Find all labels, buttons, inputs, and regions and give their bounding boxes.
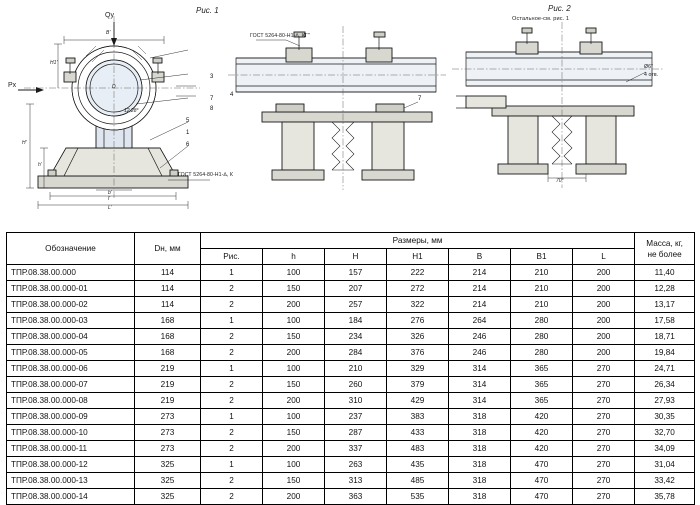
cell-L: 270 xyxy=(573,441,635,457)
table-header-row-1 xyxy=(7,233,695,249)
cell-B: 318 xyxy=(449,425,511,441)
dim-H: H' xyxy=(22,140,27,146)
dim-H1: H1' xyxy=(50,60,58,66)
cell-mass: 35,78 xyxy=(635,489,695,505)
figure-1-label: Рис. 1 xyxy=(196,6,219,15)
cell-h: 200 xyxy=(263,441,325,457)
cell-h: 150 xyxy=(263,377,325,393)
cell-L: 270 xyxy=(573,377,635,393)
cell-H1: 326 xyxy=(387,329,449,345)
cell-H: 210 xyxy=(325,361,387,377)
cell-h: 100 xyxy=(263,313,325,329)
dim-h: h' xyxy=(38,162,42,168)
cell-H: 234 xyxy=(325,329,387,345)
cell-h: 150 xyxy=(263,473,325,489)
cell-H: 363 xyxy=(325,489,387,505)
cell-B: 314 xyxy=(449,361,511,377)
table-row xyxy=(7,441,695,457)
balloon-5: 5 xyxy=(186,118,190,124)
cell-designation: ТПР.08.38.00.000-07 xyxy=(7,377,135,393)
cell-H1: 329 xyxy=(387,361,449,377)
header-h: h xyxy=(263,249,325,265)
cell-B: 318 xyxy=(449,473,511,489)
table-row xyxy=(7,297,695,313)
header-H1: H1 xyxy=(387,249,449,265)
cell-B1: 210 xyxy=(511,265,573,281)
table-row xyxy=(7,281,695,297)
cell-mass: 31,04 xyxy=(635,457,695,473)
table-row xyxy=(7,393,695,409)
dim-D: D xyxy=(112,84,116,90)
cell-H: 257 xyxy=(325,297,387,313)
cell-H1: 485 xyxy=(387,473,449,489)
cell-h: 100 xyxy=(263,265,325,281)
cell-B1: 280 xyxy=(511,345,573,361)
header-B1: B1 xyxy=(511,249,573,265)
cell-h: 200 xyxy=(263,297,325,313)
table-row xyxy=(7,329,695,345)
cell-h: 150 xyxy=(263,425,325,441)
table-row xyxy=(7,265,695,281)
cell-ris: 2 xyxy=(201,297,263,313)
cell-L: 200 xyxy=(573,265,635,281)
load-qy-label: Qy xyxy=(105,12,114,19)
cell-L: 200 xyxy=(573,297,635,313)
cell-H1: 379 xyxy=(387,377,449,393)
cell-L: 270 xyxy=(573,425,635,441)
dimensions-table-wrapper xyxy=(6,232,694,505)
table-row xyxy=(7,313,695,329)
cell-H: 310 xyxy=(325,393,387,409)
header-L: L xyxy=(573,249,635,265)
cell-h: 150 xyxy=(263,329,325,345)
table-row xyxy=(7,425,695,441)
cell-mass: 13,17 xyxy=(635,297,695,313)
cell-H: 157 xyxy=(325,265,387,281)
cell-B: 318 xyxy=(449,409,511,425)
dim-b-mid: b' xyxy=(108,190,112,196)
cell-dn: 325 xyxy=(135,489,201,505)
cell-H1: 222 xyxy=(387,265,449,281)
header-sizes-group: Размеры, мм xyxy=(201,233,635,249)
cell-designation: ТПР.08.38.00.000-14 xyxy=(7,489,135,505)
cell-dn: 114 xyxy=(135,297,201,313)
cell-L: 200 xyxy=(573,345,635,361)
cell-B1: 420 xyxy=(511,409,573,425)
balloon-3: 3 xyxy=(210,74,214,80)
header-mass-line2: не более xyxy=(647,249,682,259)
cell-mass: 34,09 xyxy=(635,441,695,457)
cell-B1: 470 xyxy=(511,489,573,505)
table-row xyxy=(7,457,695,473)
cell-H1: 272 xyxy=(387,281,449,297)
cell-ris: 2 xyxy=(201,473,263,489)
cell-B: 214 xyxy=(449,281,511,297)
balloon-4: 4 xyxy=(230,92,234,98)
cell-H: 184 xyxy=(325,313,387,329)
cell-dn: 219 xyxy=(135,361,201,377)
drawing-vector xyxy=(0,0,700,228)
header-dn: Dн, мм xyxy=(135,233,201,265)
cell-H1: 376 xyxy=(387,345,449,361)
cell-mass: 19,84 xyxy=(635,345,695,361)
cell-designation: ТПР.08.38.00.000-05 xyxy=(7,345,135,361)
table-row xyxy=(7,409,695,425)
cell-B1: 365 xyxy=(511,393,573,409)
cell-L: 270 xyxy=(573,361,635,377)
cell-dn: 325 xyxy=(135,473,201,489)
cell-H1: 433 xyxy=(387,425,449,441)
table-body xyxy=(7,265,695,505)
cell-ris: 1 xyxy=(201,265,263,281)
cell-H1: 435 xyxy=(387,457,449,473)
cell-dn: 114 xyxy=(135,265,201,281)
cell-B: 246 xyxy=(449,345,511,361)
header-B: B xyxy=(449,249,511,265)
header-H: H xyxy=(325,249,387,265)
balloon-7-side: 7 xyxy=(418,96,422,102)
cell-dn: 273 xyxy=(135,425,201,441)
cell-designation: ТПР.08.38.00.000-06 xyxy=(7,361,135,377)
header-ris: Рис. xyxy=(201,249,263,265)
balloon-7: 7 xyxy=(210,96,214,102)
weld-note-bottom: ГОСТ 5264-80-Н1-∆, К xyxy=(178,172,233,178)
cell-ris: 1 xyxy=(201,409,263,425)
dim-l: l' xyxy=(108,196,111,202)
cell-B1: 365 xyxy=(511,361,573,377)
cell-L: 200 xyxy=(573,281,635,297)
cell-ris: 2 xyxy=(201,489,263,505)
table-row xyxy=(7,361,695,377)
cell-dn: 273 xyxy=(135,409,201,425)
cell-mass: 12,28 xyxy=(635,281,695,297)
cell-dn: 168 xyxy=(135,345,201,361)
cell-B1: 470 xyxy=(511,457,573,473)
cell-H: 260 xyxy=(325,377,387,393)
cell-designation: ТПР.08.38.00.000-02 xyxy=(7,297,135,313)
cell-ris: 1 xyxy=(201,313,263,329)
cell-B: 246 xyxy=(449,329,511,345)
cell-designation: ТПР.08.38.00.000-08 xyxy=(7,393,135,409)
dim-B-top: B' xyxy=(106,30,111,36)
cell-designation: ТПР.08.38.00.000-03 xyxy=(7,313,135,329)
cell-ris: 1 xyxy=(201,361,263,377)
cell-mass: 11,40 xyxy=(635,265,695,281)
cell-B1: 420 xyxy=(511,425,573,441)
cell-mass: 17,58 xyxy=(635,313,695,329)
cell-L: 270 xyxy=(573,473,635,489)
cell-B1: 210 xyxy=(511,281,573,297)
table-row xyxy=(7,473,695,489)
header-designation: Обозначение xyxy=(7,233,135,265)
cell-designation: ТПР.08.38.00.000-11 xyxy=(7,441,135,457)
cell-designation: ТПР.08.38.00.000-10 xyxy=(7,425,135,441)
table-row xyxy=(7,345,695,361)
header-mass xyxy=(635,233,695,265)
cell-H1: 383 xyxy=(387,409,449,425)
cell-dn: 168 xyxy=(135,313,201,329)
balloon-1: 1 xyxy=(186,130,190,136)
cell-B1: 470 xyxy=(511,473,573,489)
cell-h: 100 xyxy=(263,457,325,473)
dim-L: L' xyxy=(108,205,112,211)
cell-dn: 168 xyxy=(135,329,201,345)
cell-ris: 2 xyxy=(201,393,263,409)
cell-designation: ТПР.08.38.00.000-09 xyxy=(7,409,135,425)
cell-H: 284 xyxy=(325,345,387,361)
cell-H: 287 xyxy=(325,425,387,441)
cell-ris: 1 xyxy=(201,457,263,473)
dim-angle-1228: 12,28° xyxy=(124,108,139,114)
cell-ris: 2 xyxy=(201,425,263,441)
cell-B: 314 xyxy=(449,393,511,409)
cell-B: 264 xyxy=(449,313,511,329)
cell-mass: 30,35 xyxy=(635,409,695,425)
cell-mass: 27,93 xyxy=(635,393,695,409)
cell-H1: 535 xyxy=(387,489,449,505)
balloon-6: 6 xyxy=(186,142,190,148)
dimensions-table xyxy=(6,232,695,505)
cell-H1: 322 xyxy=(387,297,449,313)
load-px-label: Px xyxy=(8,82,17,89)
cell-ris: 2 xyxy=(201,281,263,297)
cell-H: 313 xyxy=(325,473,387,489)
header-mass-line1: Масса, кг, xyxy=(646,238,683,248)
cell-B1: 280 xyxy=(511,329,573,345)
weld-note-top: ГОСТ 5264-80-Н1-∆, КГ" xyxy=(250,33,310,39)
cell-ris: 2 xyxy=(201,329,263,345)
cell-ris: 2 xyxy=(201,345,263,361)
cell-L: 270 xyxy=(573,489,635,505)
cell-h: 150 xyxy=(263,281,325,297)
cell-B1: 210 xyxy=(511,297,573,313)
cell-B1: 420 xyxy=(511,441,573,457)
cell-H: 207 xyxy=(325,281,387,297)
hole-diameter-note: Ø6" xyxy=(644,64,654,70)
cell-dn: 325 xyxy=(135,457,201,473)
cell-B: 318 xyxy=(449,441,511,457)
cell-dn: 219 xyxy=(135,393,201,409)
cell-H: 263 xyxy=(325,457,387,473)
cell-designation: ТПР.08.38.00.000-12 xyxy=(7,457,135,473)
technical-drawing xyxy=(0,0,700,228)
dim-angle-70: 70° xyxy=(556,178,564,184)
cell-B: 214 xyxy=(449,297,511,313)
cell-H1: 429 xyxy=(387,393,449,409)
cell-dn: 114 xyxy=(135,281,201,297)
cell-H1: 276 xyxy=(387,313,449,329)
cell-h: 100 xyxy=(263,409,325,425)
cell-B: 314 xyxy=(449,377,511,393)
cell-designation: ТПР.08.38.00.000-13 xyxy=(7,473,135,489)
cell-L: 200 xyxy=(573,329,635,345)
cell-designation: ТПР.08.38.00.000-01 xyxy=(7,281,135,297)
cell-L: 200 xyxy=(573,313,635,329)
cell-H: 337 xyxy=(325,441,387,457)
cell-H: 237 xyxy=(325,409,387,425)
cell-h: 200 xyxy=(263,345,325,361)
table-row xyxy=(7,489,695,505)
cell-h: 200 xyxy=(263,393,325,409)
cell-dn: 273 xyxy=(135,441,201,457)
cell-B: 318 xyxy=(449,457,511,473)
cell-mass: 32,70 xyxy=(635,425,695,441)
cell-L: 270 xyxy=(573,393,635,409)
cell-mass: 33,42 xyxy=(635,473,695,489)
cell-B: 318 xyxy=(449,489,511,505)
cell-B1: 280 xyxy=(511,313,573,329)
cell-designation: ТПР.08.38.00.000 xyxy=(7,265,135,281)
cell-h: 100 xyxy=(263,361,325,377)
cell-L: 270 xyxy=(573,457,635,473)
cell-mass: 24,71 xyxy=(635,361,695,377)
cell-designation: ТПР.08.38.00.000-04 xyxy=(7,329,135,345)
cell-L: 270 xyxy=(573,409,635,425)
cell-h: 200 xyxy=(263,489,325,505)
cell-dn: 219 xyxy=(135,377,201,393)
table-row xyxy=(7,377,695,393)
cell-mass: 18,71 xyxy=(635,329,695,345)
cell-mass: 26,34 xyxy=(635,377,695,393)
hole-count-note: 4 отв. xyxy=(644,72,659,78)
cell-ris: 2 xyxy=(201,377,263,393)
cell-B: 214 xyxy=(449,265,511,281)
figure-2-note: Остальное-см. рис. 1 xyxy=(512,16,570,22)
balloon-8: 8 xyxy=(210,106,214,112)
figure-2-label: Рис. 2 xyxy=(548,4,571,13)
cell-B1: 365 xyxy=(511,377,573,393)
cell-H1: 483 xyxy=(387,441,449,457)
cell-ris: 2 xyxy=(201,441,263,457)
